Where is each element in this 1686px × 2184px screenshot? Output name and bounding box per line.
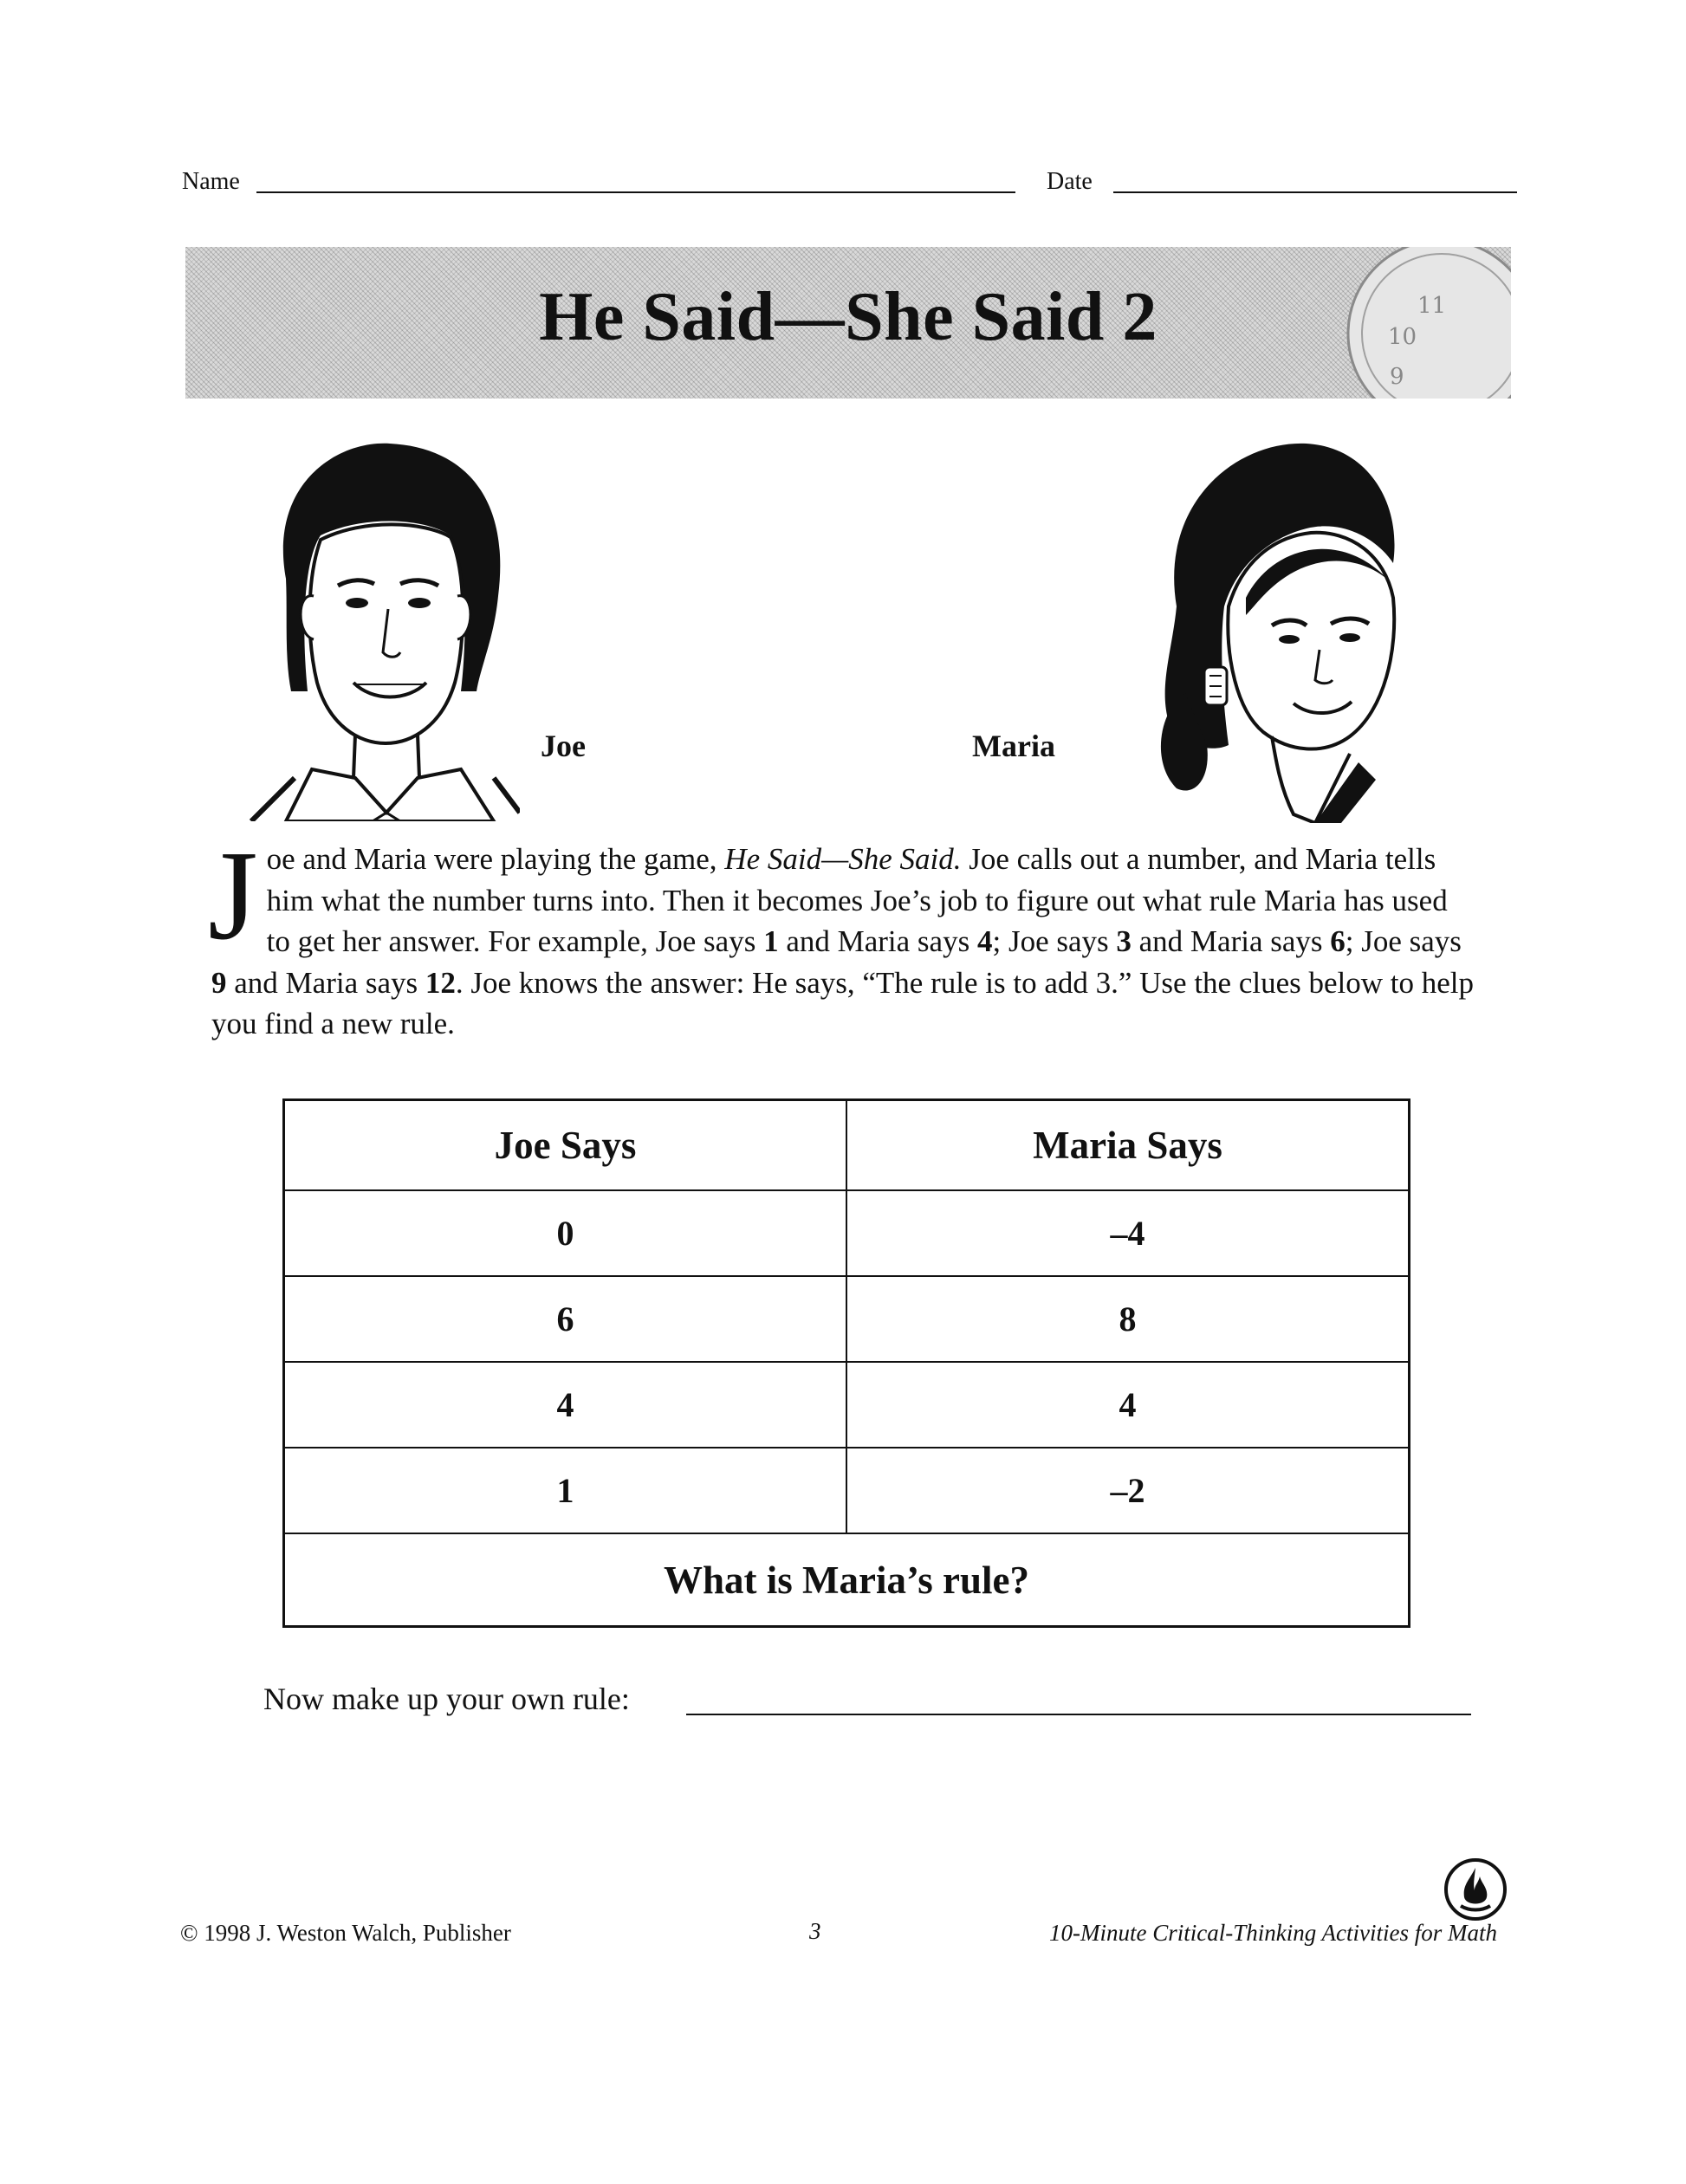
intro-segment: 12 xyxy=(425,965,456,1000)
page-title: He Said—She Said 2 xyxy=(539,279,1158,355)
table-row xyxy=(284,1276,1410,1362)
column-header-maria: Maria Says xyxy=(846,1100,1410,1191)
intro-segment: He Said—She Said. xyxy=(724,842,962,876)
intro-segment: oe and Maria were playing the game, xyxy=(266,842,725,876)
flame-icon xyxy=(1443,1857,1508,1922)
rule-question: What is Maria’s rule? xyxy=(284,1533,1410,1627)
maria-value: 8 xyxy=(846,1276,1410,1362)
joe-label: Joe xyxy=(541,729,586,763)
maria-value: 4 xyxy=(846,1362,1410,1448)
question-row xyxy=(284,1533,1410,1627)
intro-segment: 4 xyxy=(976,924,993,958)
joe-portrait xyxy=(234,431,520,821)
joe-value: 1 xyxy=(284,1448,847,1533)
table-row xyxy=(284,1448,1410,1533)
joe-value: 6 xyxy=(284,1276,847,1362)
intro-segment: and Maria says xyxy=(226,965,425,1000)
intro-segment: ; Joe says xyxy=(992,924,1117,958)
table-header-row xyxy=(284,1100,1410,1191)
column-header-joe: Joe Says xyxy=(284,1100,847,1191)
joe-value: 0 xyxy=(284,1190,847,1276)
page-number: 3 xyxy=(809,1918,821,1944)
svg-text:9: 9 xyxy=(1390,364,1404,390)
intro-segment: . Joe knows the answer: He says, “The rule is to add 3.” Use the clues below to help you find a new rule. xyxy=(211,965,1475,1040)
table-row xyxy=(284,1190,1410,1276)
maria-portrait xyxy=(1142,433,1402,823)
intro-segment: 3 xyxy=(1116,924,1132,958)
svg-text:11: 11 xyxy=(1417,293,1447,319)
intro-segment: ; Joe says xyxy=(1345,924,1462,958)
book-title: 10-Minute Critical-Thinking Activities for Math xyxy=(1049,1920,1497,1946)
publisher-logo xyxy=(1443,1857,1508,1926)
date-field[interactable] xyxy=(1113,191,1517,193)
copyright-text: © 1998 J. Weston Walch, Publisher xyxy=(180,1920,511,1946)
date-label: Date xyxy=(1047,168,1093,195)
table-row xyxy=(284,1362,1410,1448)
intro-segment: 6 xyxy=(1330,924,1346,958)
svg-text:10: 10 xyxy=(1388,324,1417,350)
joe-value: 4 xyxy=(284,1362,847,1448)
intro-paragraph xyxy=(208,825,1476,1045)
title-banner xyxy=(185,247,1511,399)
intro-segment: and Maria says xyxy=(778,924,977,958)
intro-segment: 9 xyxy=(211,965,227,1000)
name-field[interactable] xyxy=(256,191,1015,193)
own-rule-label: Now make up your own rule: xyxy=(263,1682,630,1716)
drop-cap: J xyxy=(208,825,258,967)
intro-text xyxy=(211,842,1474,1040)
name-label: Name xyxy=(182,168,240,195)
rule-table xyxy=(282,1098,1410,1628)
intro-segment: and Maria says xyxy=(1131,924,1331,958)
intro-segment: 1 xyxy=(763,924,779,958)
maria-value: –2 xyxy=(846,1448,1410,1533)
own-rule-field[interactable] xyxy=(686,1714,1471,1715)
intro-segment: Joe calls out a number, and Maria tells him what the number turns into. Then it becomes Joe’s job to figure out what rule Maria has used to get her answer. For example, Joe says xyxy=(266,842,1448,958)
maria-label: Maria xyxy=(972,729,1055,763)
maria-value: –4 xyxy=(846,1190,1410,1276)
